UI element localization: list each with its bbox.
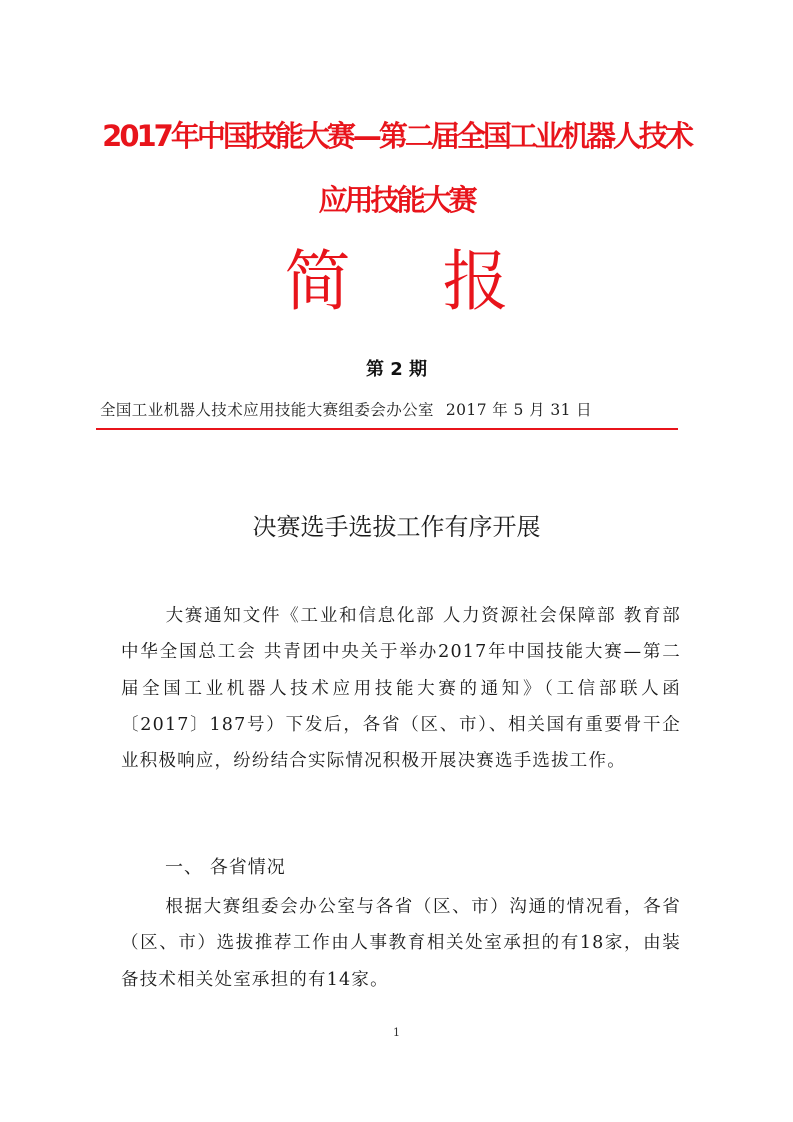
page-number: 1 (393, 1026, 400, 1039)
paragraph-provinces-text: 根据大赛组委会办公室与各省（区、市）沟通的情况看，各省（区、市）选拔推荐工作由人事教育相关处室承担的有18家，由装备技术相关处室承担的有14家。 (121, 897, 681, 990)
issue-date: 2017 年 5 月 31 日 (445, 401, 593, 419)
issuer-line (100, 398, 680, 420)
bulletin-header-title: 2017年中国技能大赛—第二届全国工业机器人技术应用技能大赛 (102, 119, 691, 217)
header-divider (96, 428, 678, 430)
article-title: 决赛选手选拔工作有序开展 (252, 513, 541, 541)
masthead-char-jian: 简 (284, 243, 351, 320)
paragraph-provinces (121, 889, 681, 998)
section-heading-provinces: 一、 各省情况 (165, 857, 286, 878)
paragraph-intro-text: 大赛通知文件《工业和信息化部 人力资源社会保障部 教育部 中华全国总工会 共青团中央关于举办2017年中国技能大赛—第二届全国工业机器人技术应用技能大赛的通知》（工信部联人函〔2017〕187号）下发后，各省（区、市）、相关国有重要骨干企业积极响应，纷纷结合实际情况积极开展决赛选手选拔工作。 (121, 606, 681, 772)
issue-number: 第 2 期 (365, 359, 428, 380)
paragraph-intro (121, 598, 681, 779)
masthead-char-bao: 报 (442, 243, 509, 320)
bulletin-masthead (0, 240, 793, 324)
issuer-name: 全国工业机器人技术应用技能大赛组委会办公室 (100, 401, 434, 419)
